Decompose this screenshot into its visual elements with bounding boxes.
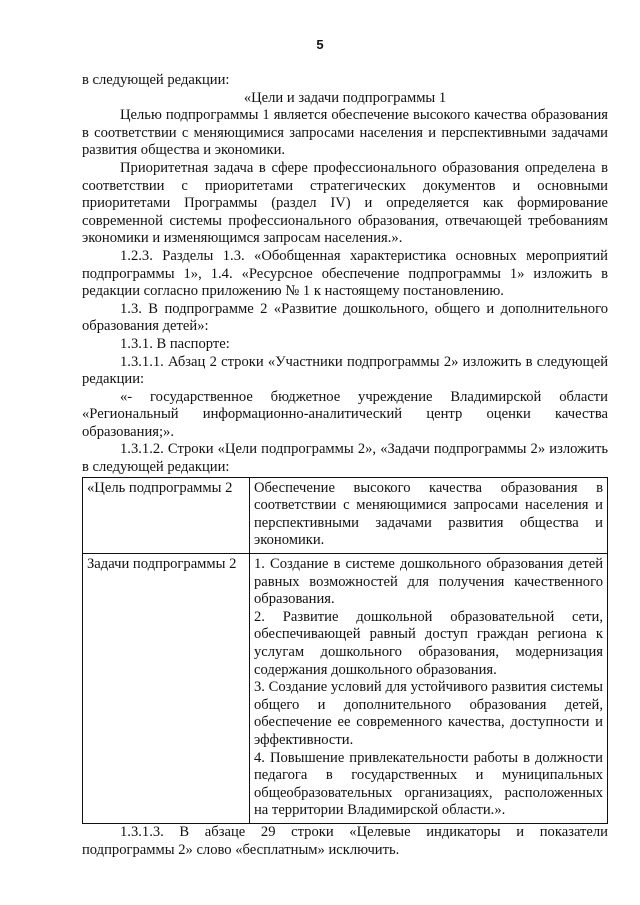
goal-text: Обеспечение высокого качества образования в соответствии с меняющимися запросами населения и перспективными задачами развития общества и экономики. xyxy=(254,479,603,549)
section-heading: «Цели и задачи подпрограммы 1 xyxy=(243,89,447,106)
paragraph-1-2-3: 1.2.3. Разделы 1.3. «Обобщенная характеристика основных мероприятий подпрограммы 1», 1.4. «Ресурсное обеспечение подпрограммы 1» изложить в редакции согласно приложению № 1 к настоящему постановлению. xyxy=(82,247,608,300)
table-row xyxy=(83,554,608,824)
goals-table xyxy=(82,477,608,824)
paragraph-participant: «- государственное бюджетное учреждение Владимирской области «Региональный информационно-аналитический центр оценки качества образования;». xyxy=(82,388,608,440)
document-body xyxy=(82,72,608,859)
row-label-tasks: Задачи подпрограммы 2 xyxy=(83,554,250,824)
task-item-4: 4. Повышение привлекательности работы в должности педагога в государственных и муниципальных общеобразовательных организациях, расположенных на территории Владимирской области.». xyxy=(254,749,603,819)
paragraph-1-3-1-3: 1.3.1.3. В абзаце 29 строки «Целевые индикаторы и показатели подпрограммы 2» слово «бесплатным» исключить. xyxy=(82,823,608,858)
page-number: 5 xyxy=(316,37,324,52)
task-item-2: 2. Развитие дошкольной образовательной сети, обеспечивающей равный доступ граждан региона к услугам дошкольного образования, модернизация содержания дошкольного образования. xyxy=(254,608,603,678)
paragraph-1-3: 1.3. В подпрограмме 2 «Развитие дошкольного, общего и дополнительного образования детей»: xyxy=(82,300,608,335)
paragraph-priority-task: Приоритетная задача в сфере профессионального образования определена в соответствии с приоритетами стратегических документов и основными приоритетами Программы (раздел IV) и определяется как формирование современной системы профессионального образования, отвечающей требованиям экономики и изменяющимся запросам населения.». xyxy=(82,159,608,247)
row-content-tasks xyxy=(250,554,608,824)
row-content-goal xyxy=(250,477,608,553)
intro-line: в следующей редакции: xyxy=(82,72,230,88)
paragraph-1-3-1-2: 1.3.1.2. Строки «Цели подпрограммы 2», «Задачи подпрограммы 2» изложить в следующей редакции: xyxy=(82,441,608,476)
paragraph-1-3-1: 1.3.1. В паспорте: xyxy=(120,335,230,352)
table-row xyxy=(83,477,608,553)
paragraph-goal-1: Целью подпрограммы 1 является обеспечение высокого качества образования в соответствии с меняющимися запросами населения и перспективными задачами развития общества и экономики. xyxy=(82,107,608,159)
paragraph-1-3-1-1: 1.3.1.1. Абзац 2 строки «Участники подпрограммы 2» изложить в следующей редакции: xyxy=(82,353,608,388)
row-label-goal: «Цель подпрограммы 2 xyxy=(83,477,250,553)
task-item-3: 3. Создание условий для устойчивого развития системы общего и дополнительного образования детей, обеспечение ее современного качества, доступности и эффективности. xyxy=(254,679,603,748)
task-item-1: 1. Создание в системе дошкольного образования детей равных возможностей для получения качественного образования. xyxy=(254,556,603,608)
